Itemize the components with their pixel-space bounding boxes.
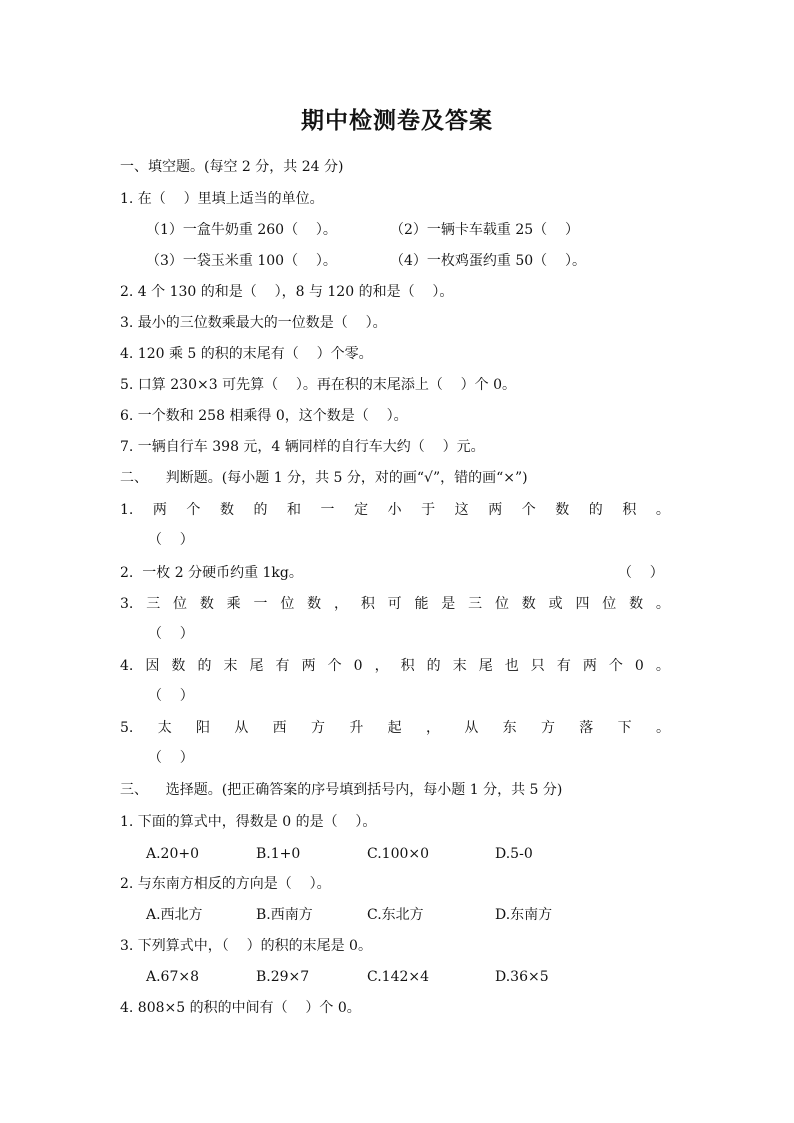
option-b[interactable]: B.1+0 bbox=[256, 846, 301, 862]
char: 和 bbox=[287, 502, 302, 518]
char: 因 bbox=[145, 658, 160, 674]
char: 一 bbox=[320, 502, 335, 518]
answer-blank[interactable]: （ ） bbox=[148, 750, 194, 766]
char: 定 bbox=[354, 502, 369, 518]
q-number: 1. bbox=[120, 502, 134, 518]
answer-blank[interactable]: （ ） bbox=[618, 565, 664, 581]
char: 尾 bbox=[249, 658, 264, 674]
char: 从 bbox=[234, 720, 249, 736]
char: 太 bbox=[157, 720, 172, 736]
char: 的 bbox=[253, 502, 268, 518]
option-b[interactable]: B.西南方 bbox=[256, 907, 313, 923]
char: 数 bbox=[629, 596, 644, 612]
option-c[interactable]: C.100×0 bbox=[367, 846, 430, 862]
char: 个 bbox=[521, 502, 536, 518]
char: 有 bbox=[556, 658, 571, 674]
char: 阳 bbox=[196, 720, 211, 736]
char: 西 bbox=[272, 720, 287, 736]
page-title: 期中检测卷及答案 bbox=[301, 108, 493, 134]
char: 下 bbox=[617, 720, 632, 736]
option-a[interactable]: A.西北方 bbox=[146, 907, 203, 923]
char: 数 bbox=[307, 596, 322, 612]
char: 数 bbox=[555, 502, 570, 518]
char: 个 bbox=[608, 658, 623, 674]
char: 。 bbox=[655, 720, 670, 736]
s2-question-2: 2. 一枚 2 分硬币约重 1kg。 bbox=[120, 565, 303, 581]
char: 这 bbox=[454, 502, 469, 518]
char: 一 bbox=[253, 596, 268, 612]
char: 积 bbox=[360, 596, 375, 612]
char: 也 bbox=[504, 658, 519, 674]
char: 。 bbox=[655, 502, 670, 518]
char: 位 bbox=[494, 596, 509, 612]
char: 位 bbox=[173, 596, 188, 612]
char: 三 bbox=[146, 596, 161, 612]
answer-blank[interactable]: （ ） bbox=[148, 532, 194, 548]
char: 或 bbox=[548, 596, 563, 612]
s1-question-1: 1. 在（ ）里填上适当的单位。 bbox=[120, 191, 324, 207]
s2-question-4 bbox=[120, 659, 670, 673]
s1-question-1c: （3）一袋玉米重 100（ ）。 bbox=[146, 253, 337, 269]
char: 数 bbox=[171, 658, 186, 674]
s3-question-4: 4. 808×5 的积的中间有（ ）个 0。 bbox=[120, 1000, 361, 1016]
char: 小 bbox=[387, 502, 402, 518]
char: 只 bbox=[530, 658, 545, 674]
char: 末 bbox=[223, 658, 238, 674]
s2-question-5 bbox=[120, 721, 670, 735]
char: 数 bbox=[219, 502, 234, 518]
s1-question-1a: （1）一盒牛奶重 260（ ）。 bbox=[146, 222, 337, 238]
char: 方 bbox=[311, 720, 325, 736]
s2-question-3 bbox=[120, 597, 670, 611]
option-a[interactable]: A.67×8 bbox=[146, 969, 200, 985]
option-c[interactable]: C.142×4 bbox=[367, 969, 430, 985]
char: 能 bbox=[414, 596, 429, 612]
char: 的 bbox=[426, 658, 441, 674]
s1-question-1d: （4）一枚鸡蛋约重 50（ ）。 bbox=[390, 253, 586, 269]
char: 。 bbox=[655, 596, 670, 612]
option-d[interactable]: D.东南方 bbox=[495, 907, 553, 923]
char: 两 bbox=[152, 502, 167, 518]
option-d[interactable]: D.5-0 bbox=[495, 846, 533, 862]
s1-question-4: 4. 120 乘 5 的积的末尾有（ ）个零。 bbox=[120, 346, 373, 362]
char: 个 bbox=[186, 502, 201, 518]
char: 。 bbox=[655, 658, 670, 674]
char: 可 bbox=[387, 596, 402, 612]
section-2-heading: 二、 判断题。(每小题 1 分，共 5 分，对的画“√”，错的画“×”) bbox=[120, 470, 528, 486]
char: ， bbox=[425, 720, 440, 736]
char: 位 bbox=[280, 596, 295, 612]
char: 升 bbox=[349, 720, 364, 736]
char: 是 bbox=[441, 596, 456, 612]
char: 尾 bbox=[478, 658, 493, 674]
s3-question-3: 3. 下列算式中，（ ）的积的末尾是 0。 bbox=[120, 938, 372, 954]
char: 三 bbox=[468, 596, 483, 612]
char: 积 bbox=[400, 658, 415, 674]
char: 落 bbox=[579, 720, 594, 736]
s1-question-1b: （2）一辆卡车载重 25（ ） bbox=[390, 222, 579, 238]
char: 0 bbox=[353, 658, 363, 674]
s1-question-5: 5. 口算 230×3 可先算（ ）。再在积的末尾添上（ ）个 0。 bbox=[120, 377, 517, 393]
char: 两 bbox=[582, 658, 597, 674]
char: 的 bbox=[588, 502, 603, 518]
option-a[interactable]: A.20+0 bbox=[146, 846, 200, 862]
section-3-heading: 三、 选择题。(把正确答案的序号填到括号内，每小题 1 分，共 5 分) bbox=[120, 782, 563, 798]
s3-question-2: 2. 与东南方相反的方向是（ ）。 bbox=[120, 876, 331, 892]
char: ， bbox=[374, 658, 389, 674]
q-number: 4. bbox=[120, 658, 134, 674]
char: 位 bbox=[602, 596, 617, 612]
s3-question-1: 1. 下面的算式中，得数是 0 的是（ ）。 bbox=[120, 814, 377, 830]
char: 方 bbox=[540, 720, 555, 736]
char: 积 bbox=[622, 502, 637, 518]
char: ， bbox=[333, 596, 348, 612]
char: 从 bbox=[464, 720, 479, 736]
char: 四 bbox=[575, 596, 590, 612]
char: 数 bbox=[521, 596, 536, 612]
char: 两 bbox=[301, 658, 316, 674]
char: 的 bbox=[197, 658, 212, 674]
s1-question-3: 3. 最小的三位数乘最大的一位数是（ ）。 bbox=[120, 315, 387, 331]
s1-question-6: 6. 一个数和 258 相乘得 0，这个数是（ ）。 bbox=[120, 408, 408, 424]
char: 东 bbox=[502, 720, 517, 736]
answer-blank[interactable]: （ ） bbox=[148, 626, 194, 642]
char: 数 bbox=[199, 596, 214, 612]
answer-blank[interactable]: （ ） bbox=[148, 688, 194, 704]
char: 0 bbox=[634, 658, 644, 674]
char: 起 bbox=[387, 720, 402, 736]
q-number: 5. bbox=[120, 720, 134, 736]
section-1-heading: 一、填空题。(每空 2 分，共 24 分) bbox=[120, 159, 344, 175]
char: 于 bbox=[421, 502, 436, 518]
char: 两 bbox=[488, 502, 503, 518]
s1-question-2: 2. 4 个 130 的和是（ ），8 与 120 的和是（ ）。 bbox=[120, 284, 454, 300]
option-b[interactable]: B.29×7 bbox=[256, 969, 310, 985]
char: 个 bbox=[327, 658, 342, 674]
char: 末 bbox=[452, 658, 467, 674]
s1-question-7: 7. 一辆自行车 398 元，4 辆同样的自行车大约（ ）元。 bbox=[120, 439, 485, 455]
char: 有 bbox=[275, 658, 290, 674]
char: 乘 bbox=[226, 596, 241, 612]
option-d[interactable]: D.36×5 bbox=[495, 969, 549, 985]
q-number: 3. bbox=[120, 596, 134, 612]
s2-question-1 bbox=[120, 503, 670, 517]
option-c[interactable]: C.东北方 bbox=[367, 907, 424, 923]
